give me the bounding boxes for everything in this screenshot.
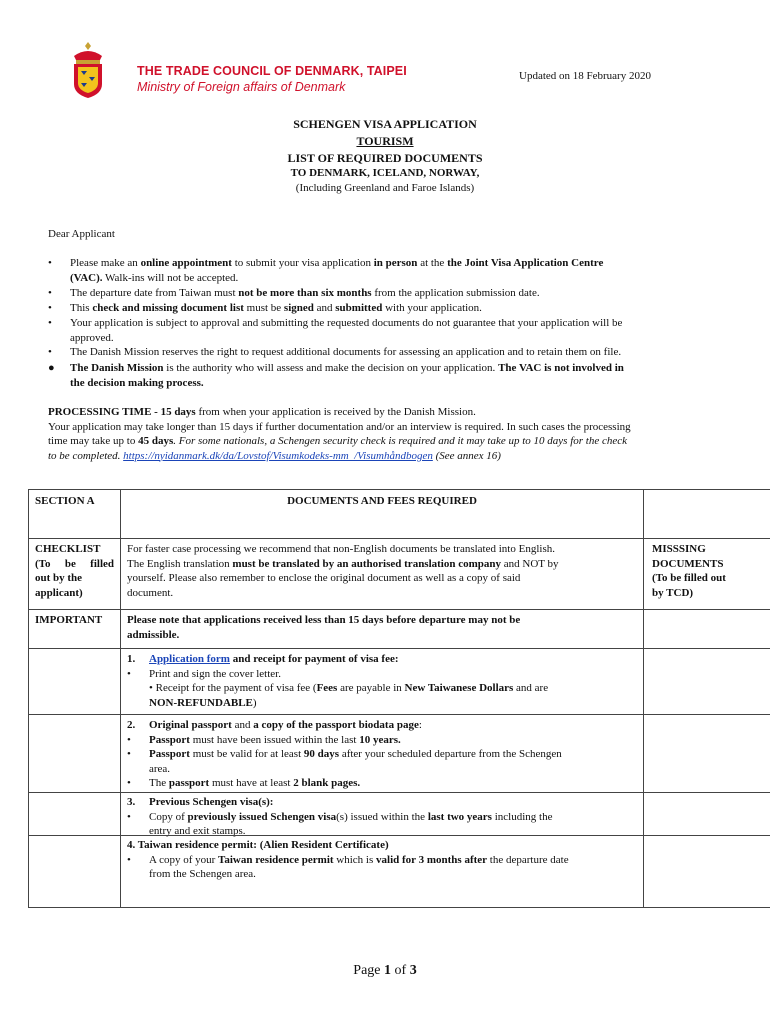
- bullet-4: • Your application is subject to approval and submitting the requested documents do not guarantee that your application will be approved.: [48, 317, 623, 344]
- processing-time: PROCESSING TIME - 15 days from when your application is received by the Danish Mission. Your application may take longer than 15 days if further documentation and/or an interview is required. In such cases the processing time may take up to 45 days. For some nationals, a Schengen security check is required and it may take up to 10 days for the check to be completed. https://nyidanmark.dk/da/Lovstof/Visumkodeks-mm_/Visumhåndbogen (See annex 16): [48, 406, 631, 462]
- item-passport: 2. Original passport and a copy of the passport biodata page: • Passport must have been issued within the last 10 years. • Passport must be valid for at least 90 days after your scheduled departure from the Schengen area. • The passport must have at least 2 blank pages.: [120, 714, 644, 793]
- bullet-dot: •: [48, 257, 52, 269]
- blank-cell: [643, 648, 770, 715]
- item-schengen-visa: 3. Previous Schengen visa(s): • Copy of previously issued Schengen visa(s) issued within the last two years including the entry and exit stamps.: [120, 792, 644, 836]
- title-line2: TOURISM: [356, 134, 414, 148]
- blank-cell: [643, 609, 770, 649]
- greeting: Dear Applicant: [48, 228, 115, 240]
- org-name: THE TRADE COUNCIL OF DENMARK, TAIPEI: [137, 64, 407, 78]
- important-note-cell: Please note that applications received less than 15 days before departure may not be admissible.: [120, 609, 644, 649]
- updated-date: Updated on 18 February 2020: [519, 70, 651, 82]
- ministry-name: Ministry of Foreign affairs of Denmark: [137, 80, 346, 94]
- docs-header-cell: DOCUMENTS AND FEES REQUIRED: [120, 489, 644, 539]
- application-form-link[interactable]: Application form: [149, 653, 230, 665]
- bullet-1: • Please make an online appointment to submit your visa application in person at the the Joint Visa Application Centre (VAC). Walk-ins will not be accepted.: [48, 257, 604, 284]
- danish-crest-logo: [68, 40, 108, 100]
- blank-cell: [643, 835, 770, 908]
- title-line4: TO DENMARK, ICELAND, NORWAY,: [290, 167, 480, 179]
- checkbox-cell: [28, 792, 121, 836]
- item-application-form: 1. Application form and receipt for payment of visa fee: • Print and sign the cover letter. • Receipt for the payment of visa fee (Fees are payable in New Taiwanese Dollars and are NON-REFUNDABLE): [120, 648, 644, 715]
- title-line3: LIST OF REQUIRED DOCUMENTS: [287, 151, 483, 165]
- important-label-cell: IMPORTANT: [28, 609, 121, 649]
- checkbox-cell: [28, 714, 121, 793]
- item-residence-permit: 4. Taiwan residence permit: (Alien Resident Certificate) • A copy of your Taiwan residence permit which is valid for 3 months after the departure date from the Schengen area.: [120, 835, 644, 908]
- missing-documents-cell: MISSSING DOCUMENTS (To be filled out by TCD): [643, 538, 770, 610]
- checkbox-cell: [28, 835, 121, 908]
- checkbox-cell: [28, 648, 121, 715]
- blank-cell: [643, 489, 770, 539]
- blank-cell: [643, 714, 770, 793]
- bullet-6: ● The Danish Mission is the authority who will assess and make the decision on your application. The VAC is not involved in the decision making process.: [48, 362, 624, 389]
- page-number: Page 1 of 3: [353, 963, 417, 978]
- checklist-cell: CHECKLIST (To be filled out by the applicant): [28, 538, 121, 610]
- documents-table: [28, 489, 770, 908]
- blank-cell: [643, 792, 770, 836]
- section-a-cell: SECTION A: [28, 489, 121, 539]
- translation-note-cell: For faster case processing we recommend that non-English documents be translated into English. The English translation must be translated by an authorised translation company and NOT by yourself. Please also remember to enclose the original document as well as a copy of said document.: [120, 538, 644, 610]
- visa-handbook-link[interactable]: https://nyidanmark.dk/da/Lovstof/Visumkodeks-mm_/Visumhåndbogen: [123, 449, 433, 462]
- title-line5: (Including Greenland and Faroe Islands): [295, 182, 475, 194]
- title-line1: SCHENGEN VISA APPLICATION: [293, 117, 477, 131]
